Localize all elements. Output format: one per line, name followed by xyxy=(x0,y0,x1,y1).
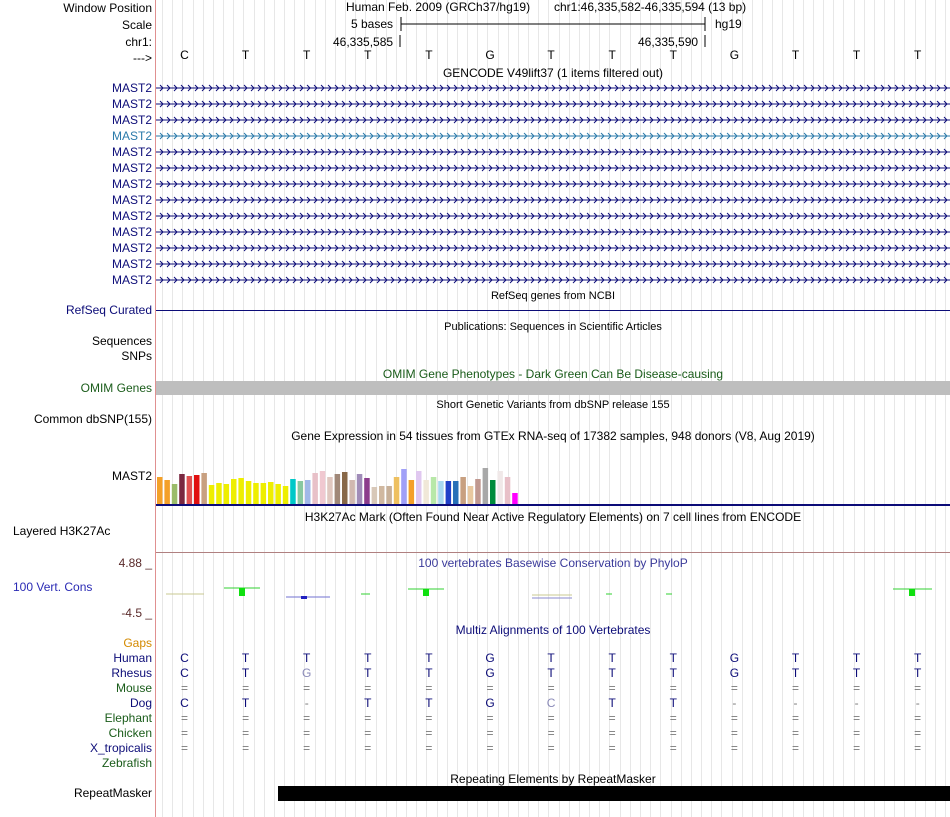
refseq-line xyxy=(156,310,950,311)
gtex-tissue-bar[interactable] xyxy=(505,477,511,504)
alignment-base: G xyxy=(729,651,740,665)
gtex-tissue-bar[interactable] xyxy=(423,480,429,504)
gtex-tissue-bar[interactable] xyxy=(238,478,244,504)
alignment-base: = xyxy=(180,726,188,740)
cons-min-label: -4.5 _ xyxy=(121,606,152,620)
gencode-item[interactable] xyxy=(156,224,950,240)
multiz-track-title: Multiz Alignments of 100 Vertebrates xyxy=(455,623,651,637)
alignment-base: C xyxy=(180,651,189,665)
gencode-item[interactable] xyxy=(156,96,950,112)
alignment-base: - xyxy=(304,696,309,710)
publications-track-title: Publications: Sequences in Scientific Articles xyxy=(444,321,662,333)
alignment-base: = xyxy=(669,711,677,725)
gtex-bar-graph[interactable] xyxy=(156,444,950,507)
gtex-tissue-bar[interactable] xyxy=(231,479,237,504)
gencode-item[interactable] xyxy=(156,208,950,224)
species-label[interactable]: X_tropicalis xyxy=(89,741,152,755)
alignment-base: = xyxy=(730,681,738,695)
alignment-base: = xyxy=(364,726,372,740)
alignment-base: = xyxy=(608,711,616,725)
alignment-base: T xyxy=(608,651,616,665)
gencode-item-label[interactable]: MAST2 xyxy=(111,193,152,207)
species-label[interactable]: Zebrafish xyxy=(101,756,152,770)
alignment-base: T xyxy=(364,696,372,710)
scale-text: 5 bases xyxy=(351,17,394,31)
base-letter: T xyxy=(303,48,311,62)
repeatmasker-track-label[interactable]: RepeatMasker xyxy=(73,786,152,800)
base-letter: T xyxy=(852,48,861,62)
gencode-item[interactable] xyxy=(156,192,950,208)
alignment-base: = xyxy=(303,741,311,755)
alignment-base: = xyxy=(425,711,433,725)
alignment-base: T xyxy=(425,696,433,710)
gencode-item-label[interactable]: MAST2 xyxy=(111,113,152,127)
position-tick-1: 46,335,585 xyxy=(333,35,394,49)
species-label[interactable]: Rhesus xyxy=(111,666,152,680)
alignment-base: = xyxy=(791,726,799,740)
base-letter: G xyxy=(485,48,495,62)
gencode-item-label[interactable]: MAST2 xyxy=(111,129,152,143)
gtex-tissue-bar[interactable] xyxy=(372,487,378,504)
gencode-item-label[interactable]: MAST2 xyxy=(111,177,152,191)
h3k27ac-track-title: H3K27Ac Mark (Often Found Near Active Regulatory Elements) on 7 cell lines from ENCODE xyxy=(304,510,802,524)
dbsnp-track-label[interactable]: Common dbSNP(155) xyxy=(33,412,152,426)
alignment-base: = xyxy=(180,741,188,755)
gtex-track-title: Gene Expression in 54 tissues from GTEx RNA-seq of 17382 samples, 948 donors (V8, Aug 2019) xyxy=(291,429,815,443)
base-letter: T xyxy=(791,48,800,62)
alignment-base: = xyxy=(242,681,250,695)
species-label[interactable]: Dog xyxy=(129,696,152,710)
gtex-tissue-bar[interactable] xyxy=(468,486,474,504)
gtex-tissue-bar[interactable] xyxy=(216,483,222,504)
alignment-base: T xyxy=(364,651,372,665)
gtex-tissue-bar[interactable] xyxy=(305,480,311,504)
omim-track-label[interactable]: OMIM Genes xyxy=(80,381,152,395)
alignment-base: = xyxy=(547,711,555,725)
alignment-base: = xyxy=(730,726,738,740)
alignment-base: - xyxy=(732,696,737,710)
alignment-base: = xyxy=(547,726,555,740)
alignment-base: = xyxy=(669,726,677,740)
gtex-tissue-bar[interactable] xyxy=(320,471,326,504)
alignment-base: G xyxy=(485,696,495,710)
gtex-item-label[interactable]: MAST2 xyxy=(111,469,152,483)
alignment-base: = xyxy=(791,741,799,755)
dbsnp-track-title: Short Genetic Variants from dbSNP release 155 xyxy=(436,399,670,411)
alignment-base: = xyxy=(486,681,494,695)
gtex-tissue-bar[interactable] xyxy=(179,474,185,504)
alignment-base: - xyxy=(915,696,920,710)
alignment-base: = xyxy=(242,726,250,740)
gtex-tissue-bar[interactable] xyxy=(335,474,341,504)
db-label: hg19 xyxy=(715,17,742,31)
repeatmasker-track-title: Repeating Elements by RepeatMasker xyxy=(450,772,656,786)
gtex-tissue-bar[interactable] xyxy=(275,484,281,504)
species-label[interactable]: Mouse xyxy=(115,681,152,695)
alignment-base: C xyxy=(180,696,189,710)
alignment-base: - xyxy=(793,696,798,710)
alignment-base: = xyxy=(791,711,799,725)
alignment-base: T xyxy=(791,651,800,665)
alignment-base: T xyxy=(425,666,433,680)
gencode-item[interactable] xyxy=(156,112,950,128)
gaps-label: Gaps xyxy=(123,636,152,650)
alignment-base: = xyxy=(364,711,372,725)
gencode-item[interactable] xyxy=(156,176,950,192)
gencode-item-label[interactable]: MAST2 xyxy=(111,273,152,287)
gtex-tissue-bar[interactable] xyxy=(268,482,274,504)
alignment-base: T xyxy=(669,651,677,665)
alignment-base: T xyxy=(669,666,677,680)
cons-track-label[interactable]: 100 Vert. Cons xyxy=(13,580,93,594)
alignment-base: = xyxy=(547,741,555,755)
alignment-base: = xyxy=(914,711,922,725)
base-letter: C xyxy=(180,48,189,62)
gencode-item[interactable] xyxy=(156,144,950,160)
alignment-base: = xyxy=(914,726,922,740)
base-letter: T xyxy=(914,48,922,62)
scale-label: Scale xyxy=(121,18,152,32)
gencode-item-label[interactable]: MAST2 xyxy=(111,209,152,223)
alignment-base: = xyxy=(303,726,311,740)
alignment-base: = xyxy=(791,681,799,695)
alignment-base: = xyxy=(853,681,861,695)
gtex-tissue-bar[interactable] xyxy=(194,475,200,504)
alignment-base: = xyxy=(425,681,433,695)
base-letter: T xyxy=(608,48,616,62)
alignment-base: = xyxy=(853,741,861,755)
alignment-base: = xyxy=(364,741,372,755)
gtex-tissue-bar[interactable] xyxy=(475,479,481,504)
gencode-item-label[interactable]: MAST2 xyxy=(111,225,152,239)
gtex-tissue-bar[interactable] xyxy=(157,477,163,504)
alignment-base: = xyxy=(914,681,922,695)
alignment-base: = xyxy=(180,681,188,695)
base-letter: T xyxy=(425,48,433,62)
gtex-tissue-bar[interactable] xyxy=(342,472,348,504)
gtex-tissue-bar[interactable] xyxy=(416,471,422,504)
alignment-base: = xyxy=(608,726,616,740)
omim-track-title: OMIM Gene Phenotypes - Dark Green Can Be Disease-causing xyxy=(382,367,724,381)
assembly-title: Human Feb. 2009 (GRCh37/hg19) xyxy=(346,0,531,14)
gtex-tissue-bar[interactable] xyxy=(261,483,267,504)
alignment-base: = xyxy=(364,681,372,695)
alignment-base: = xyxy=(303,681,311,695)
gtex-tissue-bar[interactable] xyxy=(164,480,170,504)
alignment-base: T xyxy=(608,696,616,710)
alignment-base: T xyxy=(608,666,616,680)
alignment-base: T xyxy=(241,666,250,680)
gtex-tissue-bar[interactable] xyxy=(209,485,215,504)
gtex-tissue-bar[interactable] xyxy=(446,481,452,504)
gtex-tissue-bar[interactable] xyxy=(490,480,496,504)
alignment-base: = xyxy=(425,726,433,740)
gtex-tissue-bar[interactable] xyxy=(497,471,503,504)
cons-wiggle[interactable] xyxy=(156,570,950,614)
alignment-base: T xyxy=(241,651,250,665)
gencode-item[interactable] xyxy=(156,272,950,288)
cons-max-label: 4.88 _ xyxy=(118,556,152,570)
sequences-track-label[interactable]: Sequences xyxy=(91,334,152,348)
snps-track-label[interactable]: SNPs xyxy=(121,349,152,363)
alignment-base: C xyxy=(546,696,556,710)
gtex-tissue-bar[interactable] xyxy=(512,493,518,504)
gtex-tissue-bar[interactable] xyxy=(386,486,392,504)
gtex-tissue-bar[interactable] xyxy=(401,469,407,504)
gtex-tissue-bar[interactable] xyxy=(172,484,178,504)
gtex-tissue-bar[interactable] xyxy=(246,481,252,504)
alignment-base: = xyxy=(730,711,738,725)
species-label[interactable]: Human xyxy=(113,651,152,665)
gtex-tissue-bar[interactable] xyxy=(253,483,259,504)
alignment-base: C xyxy=(180,666,189,680)
alignment-base: T xyxy=(914,651,922,665)
scale-bar xyxy=(156,15,950,51)
gtex-tissue-bar[interactable] xyxy=(394,477,400,504)
gencode-track-title: GENCODE V49lift37 (1 items filtered out) xyxy=(442,66,664,80)
alignment-base: = xyxy=(547,681,555,695)
position-readout: chr1:46,335,582-46,335,594 (13 bp) xyxy=(554,0,747,14)
h3k27ac-track-label[interactable]: Layered H3K27Ac xyxy=(13,524,111,538)
gtex-tissue-bar[interactable] xyxy=(298,481,304,504)
gtex-tissue-bar[interactable] xyxy=(409,480,415,504)
alignment-base: T xyxy=(791,666,800,680)
species-label[interactable]: Chicken xyxy=(108,726,152,740)
gtex-tissue-bar[interactable] xyxy=(438,481,444,504)
species-label[interactable]: Elephant xyxy=(104,711,152,725)
alignment-base: G xyxy=(485,651,495,665)
gtex-tissue-bar[interactable] xyxy=(290,479,296,504)
alignment-base: = xyxy=(242,741,250,755)
gtex-tissue-bar[interactable] xyxy=(453,481,459,504)
alignment-base: = xyxy=(730,741,738,755)
alignment-base: = xyxy=(303,711,311,725)
alignment-base: = xyxy=(242,711,250,725)
gencode-item[interactable] xyxy=(156,160,950,176)
strand-label: ---> xyxy=(133,51,152,65)
alignment-base: = xyxy=(853,726,861,740)
cons-track-title: 100 vertebrates Basewise Conservation by PhyloP xyxy=(418,556,688,570)
gtex-tissue-bar[interactable] xyxy=(357,474,363,504)
alignment-base: T xyxy=(669,696,677,710)
alignment-base: T xyxy=(914,666,922,680)
base-letter: T xyxy=(669,48,677,62)
gencode-item-label[interactable]: MAST2 xyxy=(111,145,152,159)
position-tick-2: 46,335,590 xyxy=(638,35,699,49)
alignment-base: = xyxy=(486,741,494,755)
gtex-tissue-bar[interactable] xyxy=(327,477,333,504)
alignment-base: T xyxy=(547,651,555,665)
gtex-tissue-bar[interactable] xyxy=(187,476,193,504)
gtex-tissue-bar[interactable] xyxy=(364,478,370,504)
gtex-tissue-bar[interactable] xyxy=(460,477,466,504)
omim-feature-bar[interactable] xyxy=(156,381,950,395)
chrom-label: chr1: xyxy=(125,35,152,49)
alignment-base: G xyxy=(729,666,740,680)
gencode-item-label[interactable]: MAST2 xyxy=(111,241,152,255)
alignment-base: T xyxy=(364,666,372,680)
repeatmasker-feature[interactable] xyxy=(278,786,950,801)
refseq-track-label[interactable]: RefSeq Curated xyxy=(65,303,152,317)
alignment-base: T xyxy=(241,696,250,710)
gencode-item[interactable] xyxy=(156,256,950,272)
alignment-base: = xyxy=(669,681,677,695)
gencode-item[interactable] xyxy=(156,128,950,144)
gencode-item-label[interactable]: MAST2 xyxy=(111,81,152,95)
gencode-item-label[interactable]: MAST2 xyxy=(111,161,152,175)
alignment-base: T xyxy=(303,651,311,665)
alignment-base: - xyxy=(854,696,859,710)
base-letter: G xyxy=(729,48,740,62)
gencode-item[interactable] xyxy=(156,240,950,256)
track-label-column xyxy=(0,0,155,817)
alignment-base: T xyxy=(852,651,861,665)
alignment-base: = xyxy=(853,711,861,725)
alignment-base: T xyxy=(852,666,861,680)
gtex-tissue-bar[interactable] xyxy=(201,473,207,504)
base-letter: T xyxy=(547,48,555,62)
alignment-base: G xyxy=(302,666,312,680)
alignment-base: T xyxy=(425,651,433,665)
alignment-base: = xyxy=(486,711,494,725)
gencode-item-label[interactable]: MAST2 xyxy=(111,257,152,271)
alignment-base: = xyxy=(180,711,188,725)
alignment-base: = xyxy=(669,741,677,755)
alignment-base: = xyxy=(486,726,494,740)
base-letter: T xyxy=(364,48,372,62)
window-position-label: Window Position xyxy=(63,1,152,15)
gtex-tissue-bar[interactable] xyxy=(431,477,437,504)
alignment-base: = xyxy=(608,741,616,755)
track-data-area[interactable] xyxy=(156,0,950,817)
base-letter: T xyxy=(241,48,250,62)
alignment-base: = xyxy=(914,741,922,755)
gtex-tissue-bar[interactable] xyxy=(312,473,318,504)
alignment-base: = xyxy=(608,681,616,695)
alignment-base: = xyxy=(425,741,433,755)
alignment-base: T xyxy=(547,666,555,680)
alignment-base: G xyxy=(485,666,495,680)
refseq-track-title: RefSeq genes from NCBI xyxy=(490,290,616,302)
gencode-item[interactable] xyxy=(156,80,950,96)
gtex-tissue-bar[interactable] xyxy=(224,484,230,504)
gencode-item-label[interactable]: MAST2 xyxy=(111,97,152,111)
gtex-tissue-bar[interactable] xyxy=(283,486,289,504)
gtex-tissue-bar[interactable] xyxy=(349,480,355,504)
gtex-tissue-bar[interactable] xyxy=(483,468,489,504)
h3k27ac-baseline xyxy=(156,552,950,553)
gtex-tissue-bar[interactable] xyxy=(379,486,385,504)
